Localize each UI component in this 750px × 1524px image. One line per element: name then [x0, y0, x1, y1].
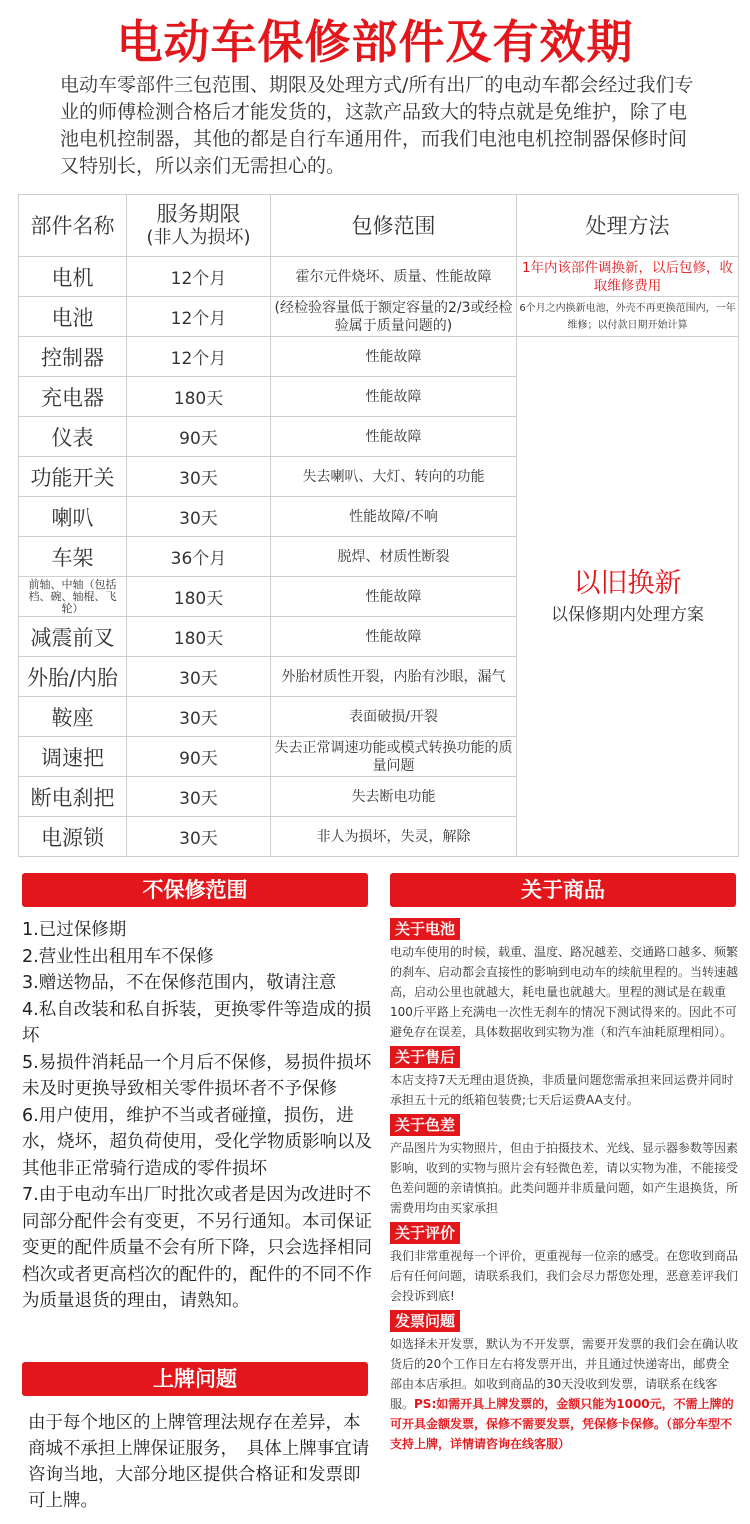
part-name: 电机 [19, 257, 127, 297]
part-scope: 失去喇叭、大灯、转向的功能 [271, 457, 517, 497]
list-item: 7.由于电动车出厂时批次或者是因为改进时不同部分配件会有变更，不另行通知。本司保证变更的配件质量不会有所下降，只会选择相同档次或者更高档次的配件的，配件的不同不作为质量退货的理由，请熟知。 [22, 1185, 372, 1311]
table-row [19, 337, 739, 377]
list-item: 3.赠送物品，不在保修范围内，敬请注意 [22, 973, 337, 993]
review-text: 我们非常重视每一个评价，更重视每一位亲的感受。在您收到商品后有任何问题，请联系我们，我们会尽力帮您处理，恶意差评我们会投诉到底! [390, 1249, 739, 1303]
part-name: 控制器 [19, 337, 127, 377]
no-warranty-banner: 不保修范围 [22, 873, 368, 907]
review-tag: 关于评价 [390, 1222, 460, 1244]
color-tag: 关于色差 [390, 1114, 460, 1136]
part-scope: 性能故障 [271, 617, 517, 657]
part-period: 30天 [127, 657, 271, 697]
method-replace-sub: 以保修期内处理方案 [551, 604, 704, 625]
part-period: 36个月 [127, 537, 271, 577]
goods-section [390, 918, 740, 1458]
part-name: 仪表 [19, 417, 127, 457]
part-period: 12个月 [127, 337, 271, 377]
method-replace-cell [517, 337, 739, 857]
list-item: 5.易损件消耗品一个月后不保修，易损件损坏未及时更换导致相关零件损坏者不予保修 [22, 1052, 372, 1099]
part-name: 外胎/内胎 [19, 657, 127, 697]
part-period: 30天 [127, 817, 271, 857]
list-item: 6.用户使用，维护不当或者碰撞，损伤，进水，烧坏，超负荷使用，受化学物质影响以及其他非正常骑行造成的零件损坏 [22, 1105, 372, 1179]
page-title: 电动车保修部件及有效期 [116, 15, 634, 69]
part-name: 功能开关 [19, 457, 127, 497]
invoice-text-main: 如选择未开发票，默认为不开发票，需要开发票的我们会在确认收货后的20个工作日左右将发票开出，并且通过快递寄出，邮费全部由本店承担。如收到商品的30天没收到发票，请联系在线客服。 [390, 1337, 739, 1411]
header-method: 处理方法 [517, 195, 739, 257]
part-scope: (经检验容量低于额定容量的2/3或经检验属于质量问题的) [271, 297, 517, 337]
plate-banner: 上牌问题 [22, 1362, 368, 1396]
color-text: 产品图片为实物照片，但由于拍摄技术、光线、显示器参数等因素影响，收到的实物与照片会有轻微色差，请以实物为准，不能接受色差问题的亲请慎拍。此类问题并非质量问题，如产生退换货，所需费用均由买家承担 [390, 1141, 739, 1215]
part-name: 前轴、中轴（包括档、碗、轴棍、飞轮） [19, 577, 127, 617]
after-sales-section [390, 1046, 740, 1110]
method-battery: 6个月之内换新电池，外壳不再更换范围内，一年维修；以付款日期开始计算 [517, 297, 739, 337]
method-replace: 以旧换新 [573, 567, 682, 599]
part-scope: 表面破损/开裂 [271, 697, 517, 737]
intro-text: 电动车零部件三包范围、期限及处理方式/所有出厂的电动车都会经过我们专业的师傅检测合格后才能发货的，这款产品致大的特点就是免维护，除了电池电机控制器，其他的都是自行车通用件，而我们电池电机控制器保修时间又特别长，所以亲们无需担心的。 [60, 74, 694, 177]
part-period: 180天 [127, 377, 271, 417]
part-scope: 失去断电功能 [271, 777, 517, 817]
part-scope: 非人为损坏，失灵，解除 [271, 817, 517, 857]
part-period: 90天 [127, 737, 271, 777]
list-item: 4.私自改装和私自拆装，更换零件等造成的损坏 [22, 999, 372, 1046]
header-period-label: 服务期限 [156, 201, 241, 226]
part-period: 12个月 [127, 257, 271, 297]
plate-text: 由于每个地区的上牌管理法规存在差异，本商城不承担上牌保证服务， 具体上牌事宜请咨询当地，大部分地区提供合格证和发票即可上牌。 [28, 1413, 370, 1511]
list-item: 2.营业性出租用车不保修 [22, 946, 214, 967]
invoice-section [390, 1310, 740, 1454]
part-period: 12个月 [127, 297, 271, 337]
part-period: 180天 [127, 577, 271, 617]
header-scope: 包修范围 [271, 195, 517, 257]
part-scope: 脱焊、材质性断裂 [271, 537, 517, 577]
invoice-text-red: PS:如需开具上牌发票的，金额只能为1000元，不需上牌的可开具金额发票，保修不需要发票，凭保修卡保修。（部分车型不支持上牌，详情请咨询在线客服） [390, 1397, 734, 1451]
part-scope: 外胎材质性开裂，内胎有沙眼，漏气 [271, 657, 517, 697]
battery-section [390, 918, 740, 1042]
header-period-sub: (非人为损坏) [146, 226, 251, 248]
after-sales-text: 本店支持7天无理由退货换，非质量问题您需承担来回运费并同时承担五十元的纸箱包装费;七天后运费AA支付。 [390, 1073, 734, 1107]
part-name: 断电刹把 [19, 777, 127, 817]
part-scope: 性能故障 [271, 417, 517, 457]
part-name: 电源锁 [19, 817, 127, 857]
part-scope: 性能故障 [271, 377, 517, 417]
after-sales-tag: 关于售后 [390, 1046, 460, 1068]
part-name: 减震前叉 [19, 617, 127, 657]
color-section [390, 1114, 740, 1218]
part-name: 调速把 [19, 737, 127, 777]
warranty-table [18, 194, 739, 857]
part-period: 180天 [127, 617, 271, 657]
part-name: 鞍座 [19, 697, 127, 737]
table-row [19, 257, 739, 297]
part-scope: 性能故障 [271, 337, 517, 377]
battery-tag: 关于电池 [390, 918, 460, 940]
part-scope: 失去正常调速功能或模式转换功能的质量问题 [271, 737, 517, 777]
goods-banner: 关于商品 [390, 873, 736, 907]
invoice-tag: 发票问题 [390, 1310, 460, 1332]
list-item: 1.已过保修期 [22, 920, 127, 940]
part-name: 车架 [19, 537, 127, 577]
table-row [19, 297, 739, 337]
part-name: 充电器 [19, 377, 127, 417]
part-name: 喇叭 [19, 497, 127, 537]
part-period: 30天 [127, 497, 271, 537]
part-period: 90天 [127, 417, 271, 457]
no-warranty-list [22, 917, 374, 1315]
part-period: 30天 [127, 697, 271, 737]
part-scope: 性能故障/不响 [271, 497, 517, 537]
battery-text: 电动车使用的时候，载重、温度、路况越差、交通路口越多、频繁的刹车、启动都会直接性的影响到电动车的续航里程的。当转速越高，启动公里也就越大，耗电量也就越大。里程的测试是在载重100斤平路上充满电一次性无刹车的情况下测试得来的。因此不可避免存在误差，具体数据收到实物为准（和汽车油耗原理相同）。 [390, 945, 739, 1039]
header-period [127, 195, 271, 257]
part-scope: 性能故障 [271, 577, 517, 617]
review-section [390, 1222, 740, 1306]
invoice-text [390, 1334, 740, 1454]
part-period: 30天 [127, 777, 271, 817]
part-name: 电池 [19, 297, 127, 337]
header-part-name: 部件名称 [19, 195, 127, 257]
method-motor: 1年内该部件调换新，以后包修，收取维修费用 [517, 257, 739, 297]
part-period: 30天 [127, 457, 271, 497]
part-scope: 霍尔元件烧坏、质量、性能故障 [271, 257, 517, 297]
